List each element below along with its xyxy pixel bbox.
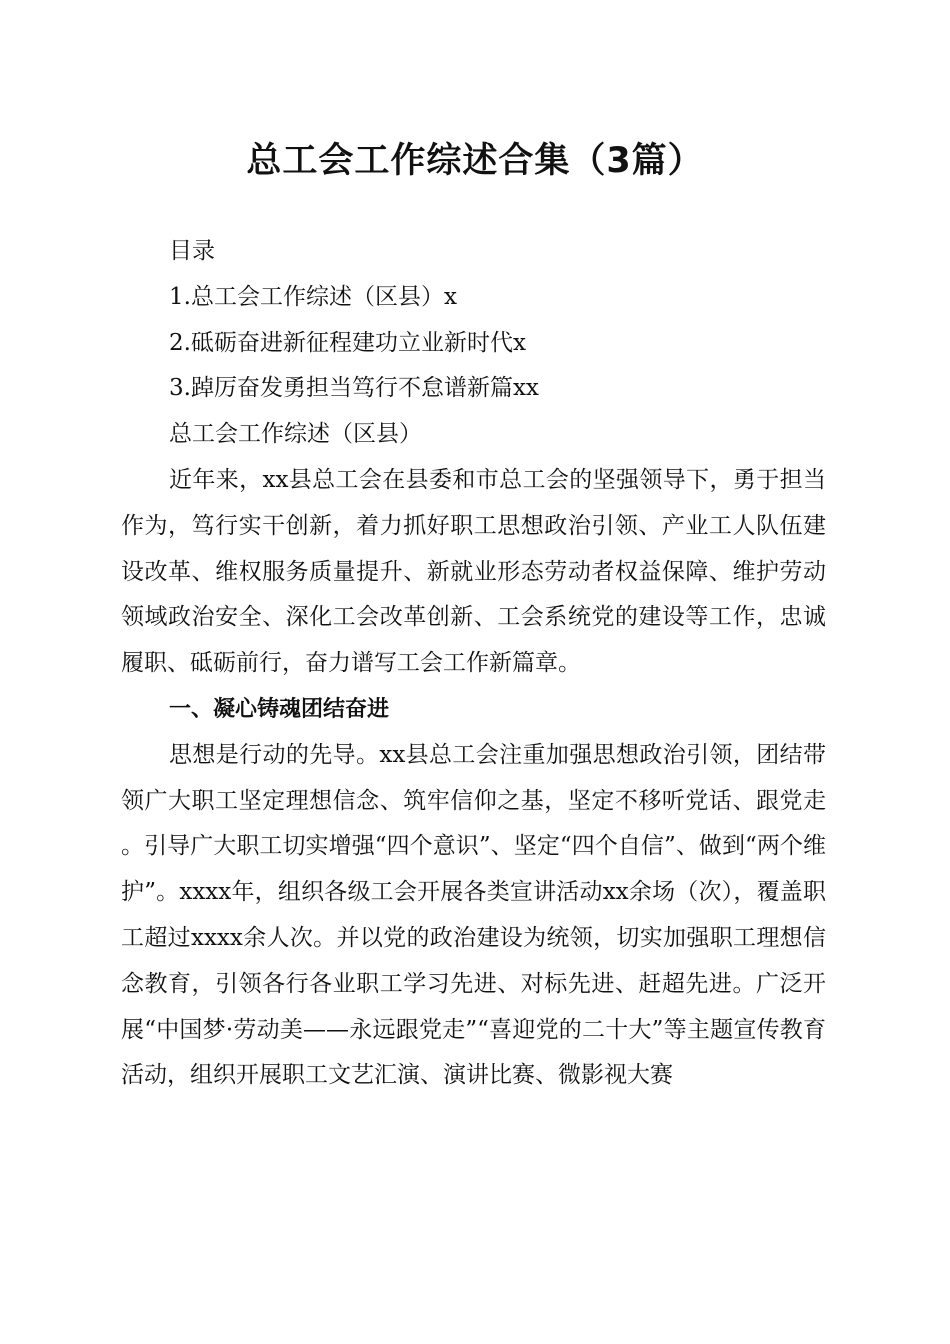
section-heading-1: 一、凝心铸魂团结奋进 bbox=[169, 696, 390, 722]
intro-paragraph: 近年来，xx县总工会在县委和市总工会的坚强领导下，勇于担当作为，笃行实干创新，着力抓好职工思想政治引领、产业工人队伍建设改革、维权服务质量提升、新就业形态劳动者权益保障、维护劳动领域政治安全、深化工会改革创新、工会系统党的建设等工作，忠诚履职、砥砺前行，奋力谱写工会工作新篇章。 bbox=[121, 466, 826, 677]
toc-item-2: 2.砥砺奋进新征程建功立业新时代x bbox=[169, 329, 526, 356]
toc-label: 目录 bbox=[169, 238, 215, 264]
toc-item-3: 3.踔厉奋发勇担当笃行不怠谱新篇xx bbox=[169, 375, 539, 402]
body-paragraph-1: 思想是行动的先导。xx县总工会注重加强思想政治引领，团结带领广大职工坚定理想信念、筑牢信仰之基，坚定不移听党话、跟党走。引导广大职工切实增强“四个意识”、坚定“四个自信”、做到“两个维护”。xxxx年，组织各级工会开展各类宣讲活动xx余场（次），覆盖职工超过xxxx余人次。并以党的政治建设为统领，切实加强职工理想信念教育，引领各行各业职工学习先进、对标先进、赶超先进。广泛开展“中国梦·劳动美——永远跟党走”“喜迎党的二十大”等主题宣传教育活动，组织开展职工文艺汇演、演讲比赛、微影视大赛 bbox=[121, 741, 826, 1089]
document-title: 总工会工作综述合集（3篇） bbox=[246, 141, 704, 181]
toc-item-1: 1.总工会工作综述（区县）x bbox=[169, 283, 457, 310]
section-title: 总工会工作综述（区县） bbox=[169, 421, 422, 448]
document-body bbox=[121, 229, 826, 1099]
